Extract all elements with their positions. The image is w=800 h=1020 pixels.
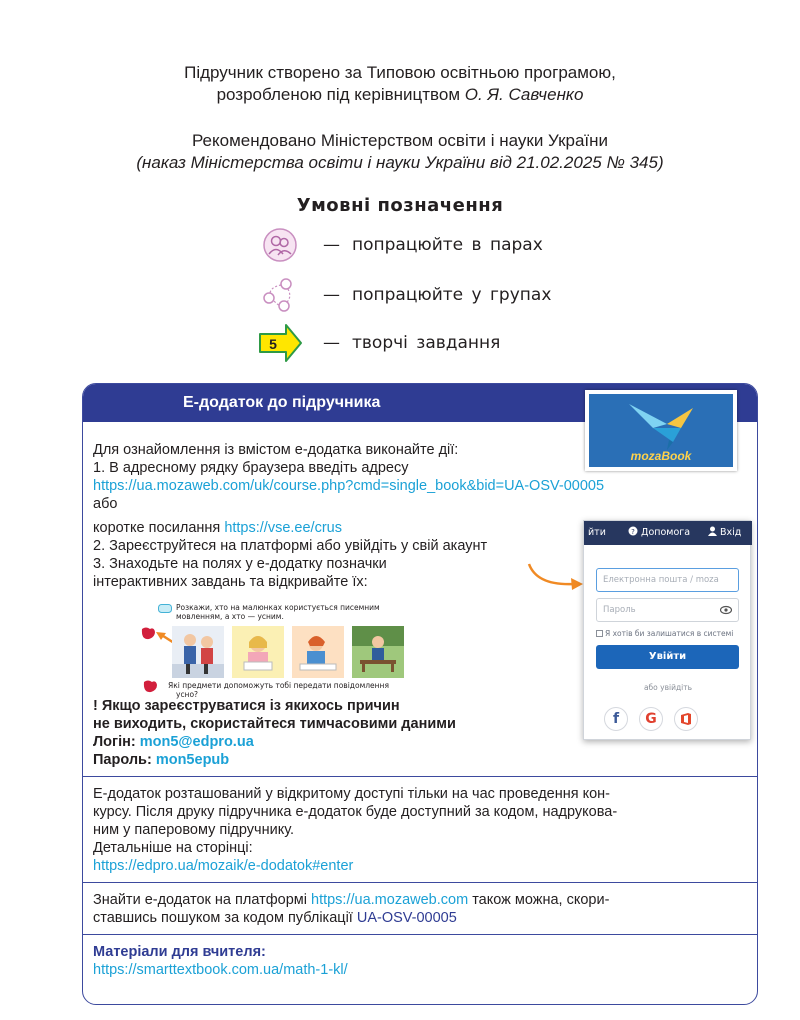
lesson-preview bbox=[140, 600, 425, 699]
teacher-materials-title: Матеріали для вчителя: bbox=[93, 944, 266, 960]
help-label: Допомога bbox=[641, 527, 691, 538]
eye-icon[interactable] bbox=[720, 605, 732, 615]
step-3-cont: інтерактивних завдань та відкривайте їх: bbox=[93, 574, 368, 590]
interactive-marker-icon[interactable] bbox=[142, 679, 158, 693]
lesson-task-line-2: мовленням, а хто — усним. bbox=[176, 612, 284, 621]
login-submit-button[interactable]: Увійти bbox=[596, 645, 739, 669]
section-divider bbox=[83, 934, 758, 935]
warning-line: ! Якщо зареєструватися із якихось причин bbox=[93, 698, 400, 714]
remember-label: Я хотів би залишатися в системі bbox=[605, 629, 734, 638]
legend-title: Умовні позначення bbox=[296, 195, 504, 216]
section-divider bbox=[83, 882, 758, 883]
section-divider bbox=[83, 776, 758, 777]
picture-girl-reading bbox=[232, 626, 284, 678]
login-widget bbox=[583, 520, 751, 740]
mozabook-logo bbox=[585, 390, 737, 471]
panel-title: Е-додаток до підручника bbox=[83, 384, 758, 422]
legend-label: попрацюйте в парах bbox=[352, 235, 543, 255]
picture-children-talking bbox=[172, 626, 224, 678]
help-icon bbox=[628, 526, 638, 536]
legend-label: попрацюйте у групах bbox=[352, 285, 552, 305]
teacher-materials-link[interactable]: https://smarttextbook.com.ua/math-1-kl/ bbox=[93, 962, 348, 978]
legend-dash: — bbox=[323, 333, 340, 353]
step-2: 2. Зареєструйтеся на платформі або увійдіть у свій акаунт bbox=[93, 538, 488, 554]
enter-label: Вхід bbox=[720, 527, 742, 538]
or-login-text: або увійдіть bbox=[643, 683, 693, 692]
program-prefix: розробленою під керівництвом bbox=[216, 85, 465, 104]
creative-badge-number: 5 bbox=[269, 336, 277, 352]
login-line bbox=[93, 733, 254, 751]
mozabook-brand: mozaBook bbox=[630, 449, 692, 463]
enter-link[interactable] bbox=[708, 521, 741, 545]
legend-dash: — bbox=[323, 285, 340, 305]
program-note bbox=[0, 62, 800, 106]
order-text: (наказ Міністерства освіти і науки України від 21.02.2025 № 345) bbox=[136, 153, 664, 172]
picture-boy-on-bench bbox=[352, 626, 404, 678]
legend-label: творчі завдання bbox=[352, 333, 501, 353]
more-info: Детальніше на сторінці: bbox=[93, 840, 253, 856]
warning-line-2: не виходить, скористайтеся тимчасовими даними bbox=[93, 716, 456, 732]
facebook-icon[interactable]: f bbox=[604, 707, 628, 731]
legend-dash: — bbox=[323, 235, 340, 255]
password-label: Пароль: bbox=[93, 752, 156, 768]
short-link[interactable]: https://vse.ee/crus bbox=[224, 520, 342, 536]
step-3: 3. Знаходьте на полях у е-додатку позначки bbox=[93, 556, 387, 572]
help-link[interactable] bbox=[628, 521, 690, 545]
platform-link[interactable]: https://ua.mozaweb.com bbox=[311, 892, 469, 908]
checkbox-box[interactable] bbox=[596, 630, 603, 637]
email-field[interactable]: Електронна пошта / moza bbox=[596, 568, 739, 592]
legend-item-groups bbox=[255, 280, 551, 310]
intro-line: Для ознайомлення із вмістом е-додатка виконайте дії: bbox=[93, 442, 459, 458]
pairs-icon bbox=[255, 226, 305, 264]
or-text: або bbox=[93, 496, 118, 512]
find-line bbox=[93, 891, 609, 909]
find-prefix: Знайти е-додаток на платформі bbox=[93, 892, 311, 908]
google-icon[interactable]: G bbox=[639, 707, 663, 731]
user-icon bbox=[708, 526, 717, 536]
picture-girl-writing bbox=[292, 626, 344, 678]
program-line-author bbox=[0, 84, 800, 106]
publication-code: UA-OSV-00005 bbox=[356, 910, 457, 926]
find-suffix: також можна, скори- bbox=[468, 892, 610, 908]
office-icon[interactable] bbox=[674, 707, 698, 731]
pointer-arrow-icon bbox=[525, 560, 585, 590]
creative-task-icon bbox=[255, 324, 305, 362]
svg-text:?: ? bbox=[631, 528, 635, 536]
author-name: О. Я. Савченко bbox=[464, 85, 584, 104]
nav-item-partial[interactable]: йти bbox=[588, 527, 606, 538]
legend-item-pairs bbox=[255, 230, 543, 260]
short-link-line bbox=[93, 519, 342, 537]
program-line: Підручник створено за Типовою освітньою програмою, bbox=[184, 63, 616, 82]
lesson-question-2: усно? bbox=[176, 690, 199, 699]
lesson-question: Які предмети допоможуть тобі передати повідомлення bbox=[168, 681, 389, 690]
password-line bbox=[93, 751, 229, 769]
speech-icon bbox=[158, 604, 172, 614]
recommendation-line: Рекомендовано Міністерством освіти і науки України bbox=[191, 131, 609, 150]
more-info-link[interactable]: https://edpro.ua/mozaik/e-dodatok#enter bbox=[93, 858, 354, 874]
step-1: 1. В адресному рядку браузера введіть адресу bbox=[93, 460, 409, 476]
find-line-2 bbox=[93, 909, 457, 927]
login-nav-bar bbox=[584, 521, 752, 545]
groups-icon bbox=[255, 276, 305, 314]
remember-me-checkbox[interactable] bbox=[596, 629, 733, 638]
course-link[interactable]: https://ua.mozaweb.com/uk/course.php?cmd=single_book&bid=UA-OSV-00005 bbox=[93, 478, 605, 494]
password-placeholder: Пароль bbox=[603, 605, 636, 615]
login-label: Логін: bbox=[93, 734, 140, 750]
recommendation-note bbox=[0, 130, 800, 174]
lesson-task-line: Розкажи, хто на малюнках користується писемним bbox=[176, 603, 380, 612]
login-value: mon5@edpro.ua bbox=[139, 734, 254, 750]
short-link-prefix: коротке посилання bbox=[93, 520, 225, 536]
access-line: Е-додаток розташований у відкритому доступі тільки на час проведення кон- bbox=[93, 786, 611, 802]
order-line bbox=[0, 152, 800, 174]
hummingbird-icon bbox=[623, 398, 703, 450]
password-field[interactable] bbox=[596, 598, 739, 622]
find-prefix-2: ставшись пошуком за кодом публікації bbox=[93, 910, 357, 926]
access-line-2: курсу. Після друку підручника е-додаток буде доступний за кодом, надрукова- bbox=[93, 804, 618, 820]
access-line-3: ним у паперовому підручнику. bbox=[93, 822, 295, 838]
password-value: mon5epub bbox=[155, 752, 230, 768]
legend-item-creative bbox=[255, 328, 500, 358]
